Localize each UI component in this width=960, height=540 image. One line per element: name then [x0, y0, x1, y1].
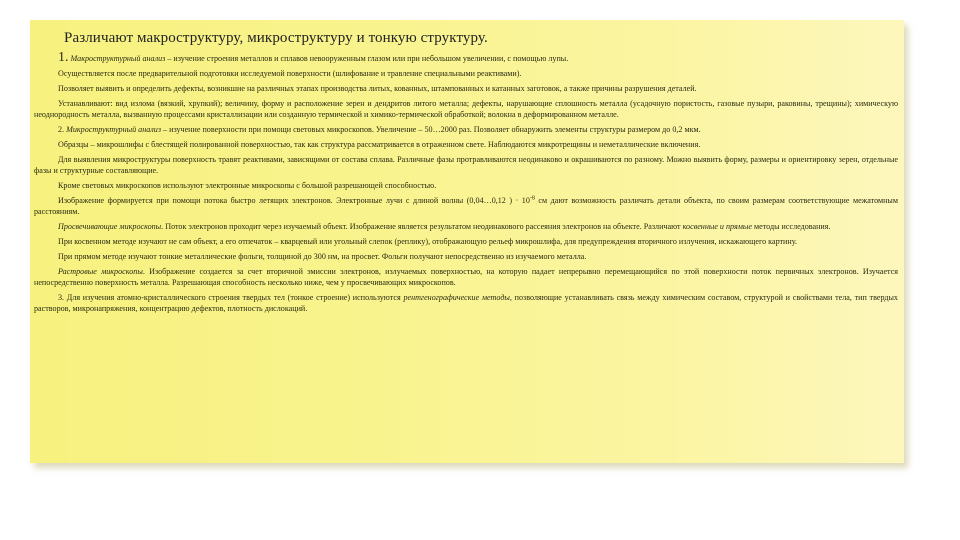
- paragraph-text: . Изображение создается за счет вторичной эмиссии электронов, излучаемых поверхностью, на которую падает непрерывно перемещающийся по этой поверхности поток первичных электронов. Изучается непосредственно поверхность металла. Разрешающая способность несколько ниже, чем у просвечивающих микроскопов.: [34, 267, 899, 287]
- term-macro-analysis: Макроструктурный анализ: [70, 54, 166, 63]
- paragraph-preparation: Осуществляется после предварительной подготовки исследуемой поверхности (шлифование и травление специальными реактивами).: [58, 69, 522, 78]
- paragraph-scanning: [34, 266, 898, 288]
- term-scanning-microscopes: Растровые микроскопы: [58, 267, 143, 276]
- exponent: -8: [529, 195, 535, 202]
- paragraph-transmission: [34, 221, 898, 232]
- paragraph-text: – изучение строения металлов и сплавов невооруженным глазом или при небольшом увеличении, с помощью лупы.: [165, 54, 569, 63]
- paragraph-macro-analysis: [34, 52, 898, 64]
- paragraph-text: , позволяющие устанавливать связь между химическим составом, структурой и свойствами тела, тип твердых растворов, микронапряжения, концентрацию дефектов, плотность дислокаций.: [34, 293, 898, 313]
- paragraph-defects: Позволяет выявить и определить дефекты, возникшие на различных этапах производства литых, кованных, штампованных и катанных заготовок, а также причины разрушения деталей.: [58, 84, 697, 93]
- term-xray-methods: рентгенографические методы: [403, 293, 510, 302]
- paragraph-electron-microscopes: Кроме световых микроскопов используют электронные микроскопы с большой разрешающей способностью.: [58, 181, 437, 190]
- content-panel: [30, 20, 904, 463]
- slide-body: [34, 52, 898, 318]
- paragraph-text: методы исследования.: [752, 222, 831, 231]
- paragraph-indirect-method: При косвенном методе изучают не сам объект, а его отпечаток – кварцевый или угольный слепок (реплику), отображающую рельеф микрошлифа, для предупреждения вторичного излучения, искажающего картину.: [58, 237, 797, 246]
- paragraph-text: 3. Для изучения атомно-кристаллического строения твердых тел (тонкое строение) используются: [58, 293, 404, 302]
- paragraph-text: – изучение поверхности при помощи световых микроскопов. Увеличение – 50…2000 раз. Позволяет обнаружить элементы структуры размером до 0,2 мкм.: [161, 125, 701, 134]
- paragraph-samples: Образцы – микрошлифы с блестящей полированной поверхностью, так как структура рассматривается в отраженном свете. Наблюдаются микротрещины и неметаллические включения.: [58, 140, 701, 149]
- paragraph-text: Изображение формируется при помощи потока быстро летящих электронов. Электронные лучи с длиной волны (0,04…0,12 ) · 10: [58, 196, 530, 205]
- term-transmission-microscopes: Просвечивающие микроскопы: [58, 222, 162, 231]
- paragraph-xray: [34, 292, 898, 314]
- item-number: 2.: [58, 125, 65, 134]
- paragraph-micro-analysis: [34, 124, 898, 135]
- paragraph-establish: Устанавливают: вид излома (вязкий, хрупкий); величину, форму и расположение зерен и дендритов литого металла; дефекты, нарушающие сплошность металла (усадочную пористость, газовые пузыри, раковины, трещины); химическую неоднородность металла, вызванную процессами кристаллизации или созданную термической и химико-термической обработкой; волокна в деформированном металле.: [34, 99, 898, 119]
- paragraph-text: см дают возможность различать детали объекта, по своим размерам соответствующие межатомным расстояниям.: [34, 196, 898, 216]
- item-number: 1.: [58, 50, 69, 65]
- term-micro-analysis: Микроструктурный анализ: [66, 125, 162, 134]
- slide-title: Различают макроструктуру, микроструктуру и тонкую структуру.: [64, 30, 488, 46]
- paragraph-image-formation: [34, 195, 898, 217]
- paragraph-etching: Для выявления микроструктуры поверхность травят реактивами, зависящими от состава сплава. Различные фазы протравливаются неодинаково и окрашиваются по разному. Можно выявить форму, размеры и ориентировку зерен, отдельные фазы и структурные составляющие.: [34, 155, 898, 175]
- paragraph-direct-method: При прямом методе изучают тонкие металлические фольги, толщиной до 300 нм, на просвет. Фольги получают непосредственно из изучаемого металла.: [58, 252, 587, 261]
- term-methods: косвенные и прямые: [682, 222, 752, 231]
- paragraph-text: . Поток электронов проходит через изучаемый объект. Изображение является результатом неодинакового рассеяния электронов на объекте. Различают: [161, 222, 683, 231]
